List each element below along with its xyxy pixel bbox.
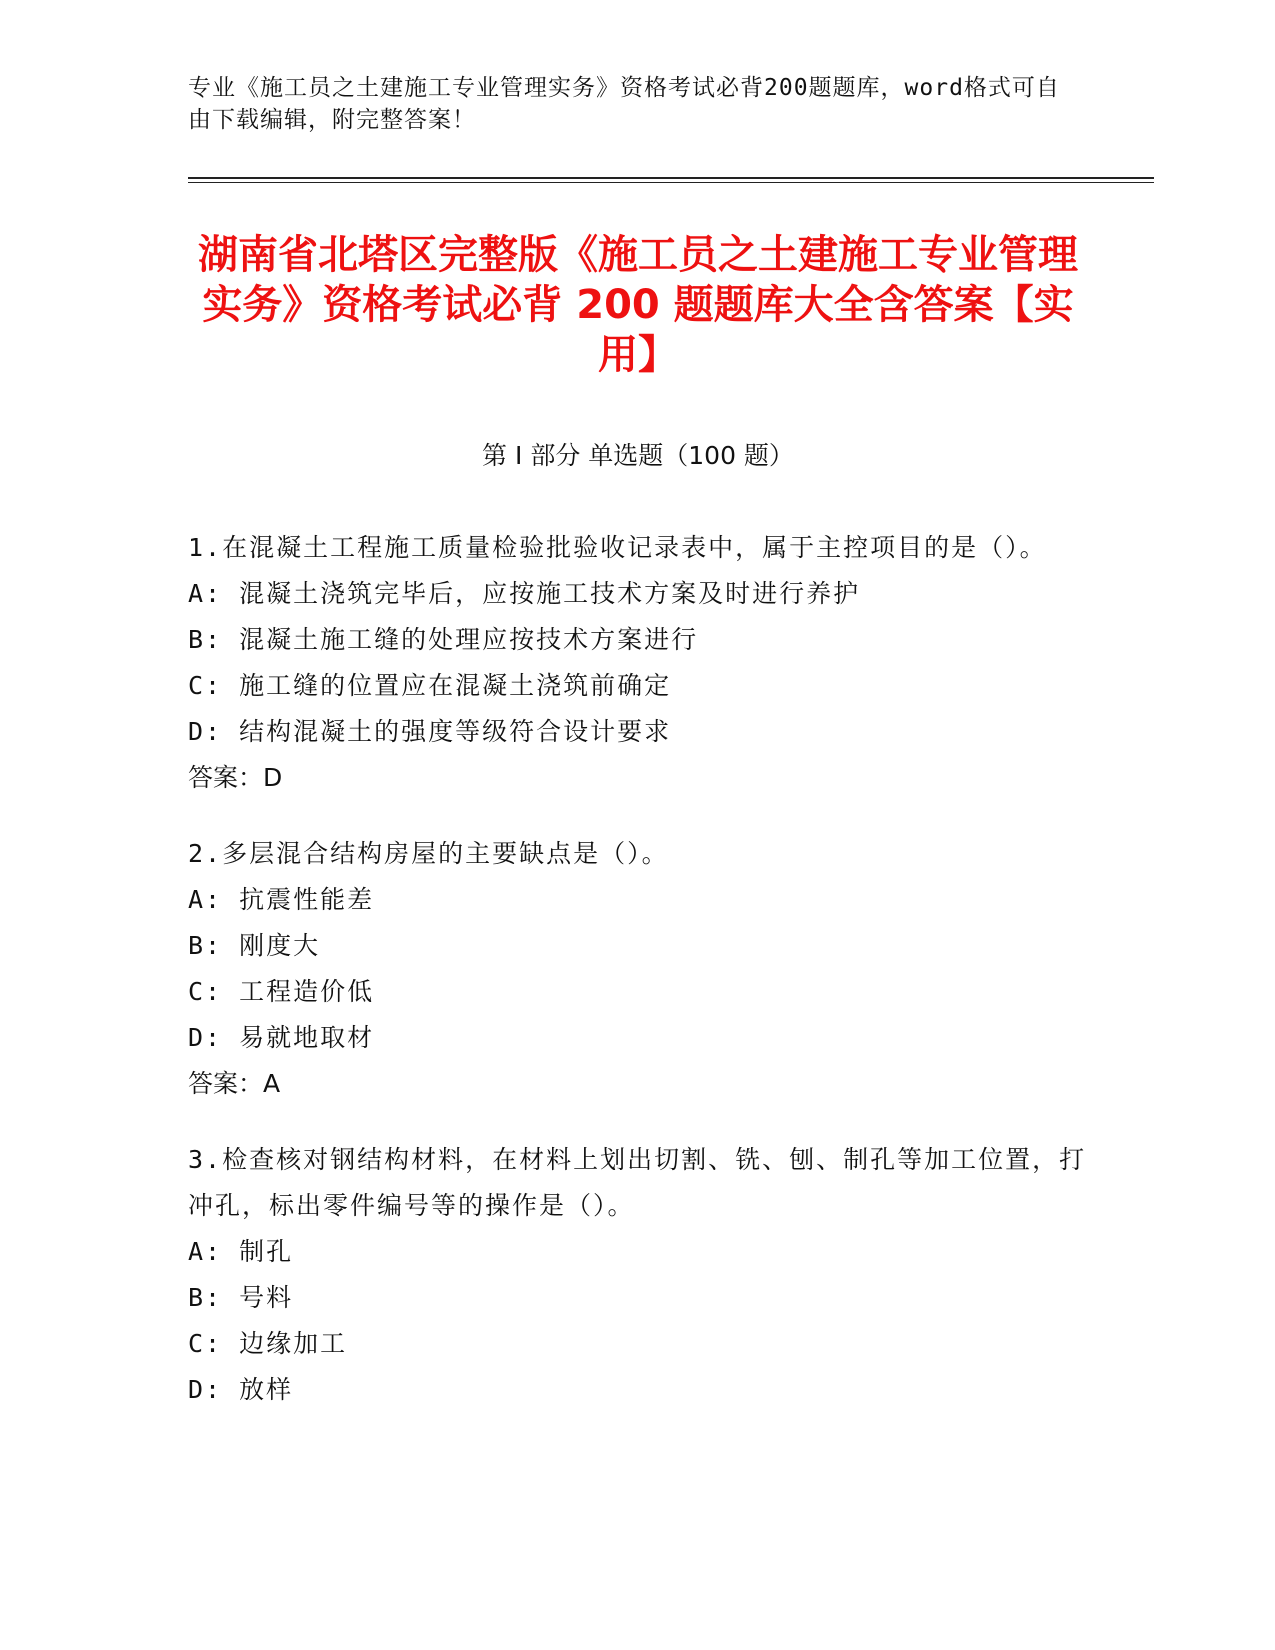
header-note: 专业《施工员之土建施工专业管理实务》资格考试必背200题题库，word格式可自由下载编辑，附完整答案！ — [188, 75, 1060, 133]
question-3 — [188, 1137, 1088, 1413]
question-stem: 1.在混凝土工程施工质量检验批验收记录表中，属于主控项目的是（）。 — [188, 533, 1047, 562]
option-c: C: 施工缝的位置应在混凝土浇筑前确定 — [188, 671, 672, 700]
option-a: A: 抗震性能差 — [188, 885, 375, 914]
option-c: C: 边缘加工 — [188, 1329, 348, 1358]
option-d: D: 易就地取材 — [188, 1023, 375, 1052]
option-d: D: 结构混凝土的强度等级符合设计要求 — [188, 717, 672, 746]
option-b: B: 刚度大 — [188, 931, 321, 960]
answer: 答案：A — [188, 1069, 281, 1098]
header-rule-thick — [188, 177, 1154, 179]
option-d: D: 放样 — [188, 1375, 294, 1404]
option-c: C: 工程造价低 — [188, 977, 375, 1006]
section-heading: 第 I 部分 单选题（100 题） — [482, 441, 794, 470]
question-2 — [188, 831, 1088, 1107]
question-list — [188, 525, 1088, 1443]
header-rule-thin — [188, 182, 1154, 183]
answer: 答案：D — [188, 763, 283, 792]
option-b: B: 号料 — [188, 1283, 294, 1312]
option-a: A: 制孔 — [188, 1237, 294, 1266]
question-stem: 2.多层混合结构房屋的主要缺点是（）。 — [188, 839, 669, 868]
question-1 — [188, 525, 1088, 801]
question-stem: 3.检查核对钢结构材料，在材料上划出切割、铣、刨、制孔等加工位置，打冲孔，标出零件编号等的操作是（）。 — [188, 1145, 1087, 1220]
document-title: 湖南省北塔区完整版《施工员之土建施工专业管理实务》资格考试必背 200 题题库大全含答案【实用】 — [198, 232, 1078, 378]
option-a: A: 混凝土浇筑完毕后，应按施工技术方案及时进行养护 — [188, 579, 861, 608]
option-b: B: 混凝土施工缝的处理应按技术方案进行 — [188, 625, 699, 654]
